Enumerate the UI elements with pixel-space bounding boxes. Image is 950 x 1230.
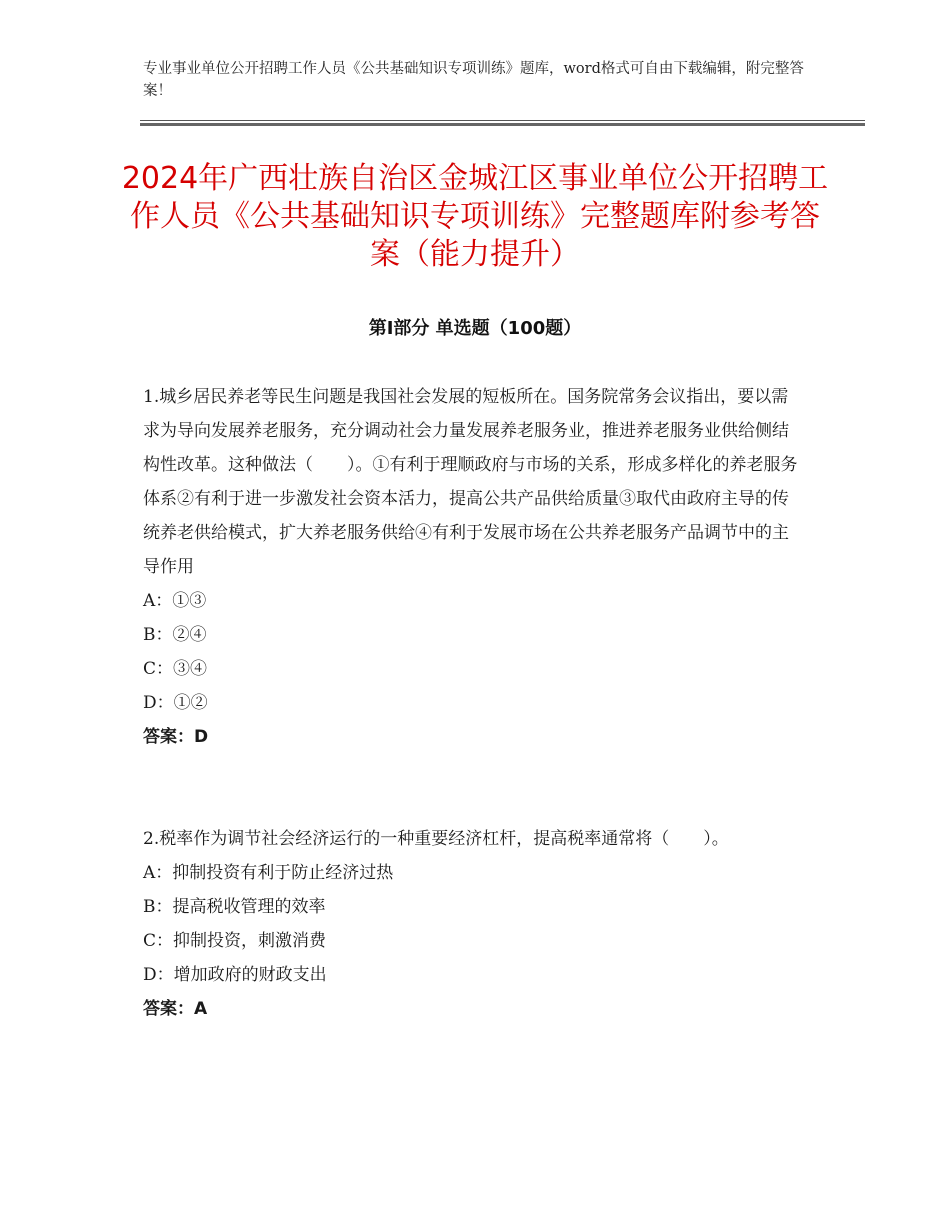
answer: 答案：A: [143, 999, 208, 1019]
option-d: D：①②: [143, 693, 208, 713]
document-title: 2024年广西壮族自治区金城江区事业单位公开招聘工作人员《公共基础知识专项训练》完整题库附参考答案（能力提升）: [121, 161, 829, 272]
option-c: C：③④: [143, 659, 208, 679]
option-b: B：②④: [143, 625, 207, 645]
option-c: C：抑制投资，刺激消费: [143, 931, 327, 951]
header-rule-thick: [140, 123, 865, 126]
header-note: 专业事业单位公开招聘工作人员《公共基础知识专项训练》题库，word格式可自由下载编辑，附完整答案！: [143, 61, 804, 99]
option-a: A：抑制投资有利于防止经济过热: [143, 863, 394, 883]
option-b: B：提高税收管理的效率: [143, 897, 326, 917]
question-stem: 1.城乡居民养老等民生问题是我国社会发展的短板所在。国务院常务会议指出，要以需求为导向发展养老服务，充分调动社会力量发展养老服务业，推进养老服务业供给侧结构性改革。这种做法（ ）。①有利于理顺政府与市场的关系，形成多样化的养老服务体系②有利于进一步激发社会资本活力，提高公共产品供给质量③取代由政府主导的传统养老供给模式，扩大养老服务供给④有利于发展市场在公共养老服务产品调节中的主导作用: [143, 387, 798, 577]
option-a: A：①③: [143, 591, 207, 611]
option-d: D：增加政府的财政支出: [143, 965, 327, 985]
question-1: [143, 380, 803, 754]
question-stem: 2.税率作为调节社会经济运行的一种重要经济杠杆，提高税率通常将（ ）。: [143, 829, 729, 849]
question-2: [143, 822, 803, 1026]
section-title: 第I部分 单选题（100题）: [368, 318, 582, 339]
header-rule-thin: [140, 120, 865, 121]
answer: 答案：D: [143, 727, 209, 747]
